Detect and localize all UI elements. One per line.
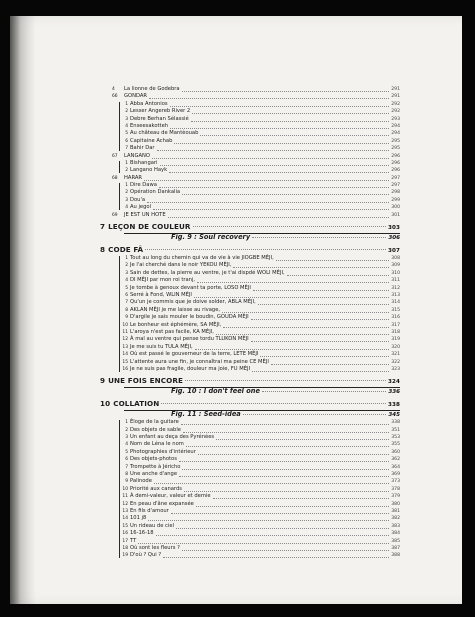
toc-page-number: 320 [391, 344, 400, 350]
toc-page-number: 338 [391, 420, 400, 426]
dot-leader [168, 212, 390, 218]
toc-page-number: 301 [391, 212, 400, 218]
subentry-group-bar [119, 102, 120, 151]
dot-leader [252, 366, 389, 372]
toc-subentry [100, 419, 400, 426]
dot-leader [170, 101, 390, 107]
toc-entry-number: 68 [112, 175, 118, 181]
toc-entry-number: 69 [112, 212, 118, 218]
toc-entry-title: GONDAR [124, 93, 148, 100]
toc-entry-title: L'attente aura une fin, je connaîtrai ma peine CE MÈJI [130, 358, 269, 365]
dot-leader [181, 419, 389, 425]
dot-leader [179, 456, 389, 462]
table-of-contents [100, 86, 400, 560]
toc-entry-title: Tout au long du chemin qui va de vie à vie JIOGBE MÈJI, [130, 255, 274, 262]
figure-rule [124, 387, 400, 388]
toc-page-number: 383 [391, 523, 400, 529]
toc-entry-number: 7 [125, 146, 128, 152]
dot-leader [253, 285, 389, 291]
toc-subentry [100, 508, 400, 515]
toc-entry-title: 16-16-18 [130, 530, 154, 537]
toc-entry-number: 2 [125, 263, 128, 269]
toc-subentry [100, 145, 400, 152]
toc-subentry [100, 351, 400, 358]
toc-page-number: 315 [391, 307, 400, 313]
dot-leader [145, 244, 386, 250]
toc-entry-number: 16 [122, 531, 128, 537]
dot-leader [183, 427, 389, 433]
dot-leader [200, 130, 389, 136]
toc-entry-number: 5 [125, 285, 128, 291]
toc-page-number: 336 [388, 389, 400, 396]
toc-page-number: 310 [391, 270, 400, 276]
toc-entry-number: 66 [112, 94, 118, 100]
toc-entry-title: JE EST UN HOTE [124, 211, 166, 218]
dot-leader [161, 398, 386, 404]
toc-entry-title: TT [130, 537, 137, 544]
toc-entry-number: 17 [122, 538, 128, 544]
dot-leader [186, 441, 389, 447]
toc-entry-number: 14 [122, 516, 128, 522]
dot-leader [194, 292, 389, 298]
toc-subentry [100, 515, 400, 522]
dot-leader [233, 262, 389, 268]
toc-page-number: 314 [391, 300, 400, 306]
toc-page-number: 311 [391, 278, 400, 284]
toc-entry-number: 4 [125, 442, 128, 448]
toc-entry-title: Bahir Dar [130, 145, 155, 152]
dot-leader [184, 486, 389, 492]
toc-entry-number: 13 [122, 508, 128, 514]
toc-entry-number: 9 [100, 376, 106, 386]
toc-page-number: 323 [391, 366, 400, 372]
toc-entry-number: 6 [125, 457, 128, 463]
toc-entry-title: En fils d'amour [130, 507, 169, 514]
toc-entry-title: Au château de Mantèouab [130, 130, 199, 137]
toc-figure-entry [100, 409, 400, 419]
toc-entry-number: 19 [122, 553, 128, 559]
toc-page-number: 308 [391, 256, 400, 262]
toc-entry-number: 67 [112, 153, 118, 159]
toc-entry-title: HARAR [124, 174, 142, 181]
toc-page-number: 319 [391, 337, 400, 343]
toc-entry-number: 18 [122, 545, 128, 551]
toc-page-number: 294 [391, 131, 400, 137]
dot-leader [182, 464, 389, 470]
toc-page-number: 384 [391, 531, 400, 537]
page-spine-shadow [10, 16, 36, 604]
dot-leader [169, 167, 389, 173]
toc-entry-title: Au jegol [130, 204, 152, 211]
toc-page-number: 317 [391, 322, 400, 328]
dot-leader [196, 501, 389, 507]
toc-page-number: 297 [391, 183, 400, 189]
toc-subentry [100, 189, 400, 196]
toc-entry-number: 1 [125, 101, 128, 107]
toc-page-number: 297 [391, 175, 400, 181]
toc-subentry [100, 299, 400, 306]
toc-page-number: 313 [391, 292, 400, 298]
toc-entry-title: Photographies d'intérieur [130, 448, 196, 455]
dot-leader [149, 93, 389, 99]
toc-entry-number: 2 [125, 168, 128, 174]
toc-subentry [100, 262, 400, 269]
toc-subentry [100, 538, 400, 545]
toc-page-number: 364 [391, 464, 400, 470]
toc-entry-number: 7 [100, 222, 106, 232]
toc-entry-title: COLLATION [113, 399, 160, 409]
toc-entry-title: D'argile je sais mouler le boudin, GOUDA MÈJI [130, 314, 249, 321]
toc-entry-number: 3 [125, 435, 128, 441]
toc-entry-title: Fig. 9 : Soul recovery [171, 233, 251, 242]
toc-entry-number: 12 [122, 337, 128, 343]
toc-page-number: 321 [391, 352, 400, 358]
dot-leader [216, 434, 389, 440]
toc-entry-number: 3 [125, 116, 128, 122]
toc-page-number: 300 [391, 205, 400, 211]
dot-leader [198, 449, 389, 455]
toc-entry-title: Bishangari [130, 159, 158, 166]
toc-subentry [100, 344, 400, 351]
toc-entry-title: À demi-valeur, valeur et demie [130, 493, 211, 500]
toc-page-number: 316 [391, 315, 400, 321]
toc-entry-title: 101 j8 [130, 515, 147, 522]
toc-page-number: 378 [391, 486, 400, 492]
toc-entry-title: Qu'un je commis que je doive solder, ABLA MÈJI, [130, 299, 256, 306]
toc-page-number: 292 [391, 101, 400, 107]
toc-chapter-entry [100, 86, 400, 93]
toc-entry-number: 12 [122, 501, 128, 507]
toc-entry-number: 3 [125, 270, 128, 276]
dot-leader [287, 270, 390, 276]
dot-leader [159, 182, 389, 188]
toc-entry-number: 8 [100, 245, 106, 255]
toc-page-number: 351 [391, 427, 400, 433]
toc-page-number: 373 [391, 479, 400, 485]
toc-entry-title: Je me suis tu TULA MÈJI, [130, 343, 193, 350]
toc-subentry [100, 464, 400, 471]
toc-entry-title: Fig. 11 : Seed-idea [171, 410, 241, 419]
toc-page-number: 382 [391, 516, 400, 522]
toc-entry-number: 2 [125, 427, 128, 433]
toc-entry-title: Je ne suis pas fragile, douleur ma joie, FU MÈJI [130, 365, 251, 372]
dot-leader [154, 478, 389, 484]
toc-page-number: 306 [388, 235, 400, 242]
toc-page-number: 293 [391, 116, 400, 122]
toc-page-number: 309 [391, 263, 400, 269]
dot-leader [251, 314, 390, 320]
toc-subentry [100, 160, 400, 167]
toc-entry-title: Une anche d'ange [130, 471, 178, 478]
toc-entry-number: 7 [125, 300, 128, 306]
toc-subentry [100, 277, 400, 284]
dot-leader [152, 153, 389, 159]
toc-entry-number: 8 [125, 307, 128, 313]
toc-entry-number: 1 [125, 256, 128, 262]
dot-leader [182, 86, 390, 92]
toc-subentry [100, 322, 400, 329]
toc-entry-title: Enseesakotteh [130, 122, 169, 129]
toc-entry-title: Où sont les fleurs ? [130, 544, 180, 551]
toc-entry-number: 5 [125, 449, 128, 455]
toc-entry-number: 15 [122, 359, 128, 365]
toc-entry-number: 10 [100, 399, 111, 409]
toc-chapter-entry [100, 212, 400, 219]
toc-page-number: 298 [391, 190, 400, 196]
toc-page-number: 295 [391, 138, 400, 144]
toc-entry-number: 1 [125, 420, 128, 426]
dot-leader [160, 160, 390, 166]
toc-entry-number: 2 [125, 190, 128, 196]
dot-leader [182, 189, 389, 195]
toc-subentry [100, 552, 400, 559]
toc-entry-title: Opération Dankalia [130, 189, 181, 196]
toc-entry-number: 10 [122, 486, 128, 492]
toc-page-number: 388 [391, 553, 400, 559]
toc-entry-title: Le bonheur est éphémère, SA MÈJI, [130, 321, 222, 328]
toc-entry-title: Je l'ai cherché dans le noir YEKOU MÈJI, [130, 262, 232, 269]
toc-entry-number: 4 [125, 205, 128, 211]
toc-subentry [100, 314, 400, 321]
toc-subentry [100, 523, 400, 530]
toc-entry-title: AKLAN MÈJI je me laisse au rivage, [130, 306, 221, 313]
toc-entry-title: LEÇON DE COULEUR [108, 222, 191, 232]
dot-leader [144, 175, 389, 181]
toc-entry-title: Un enfant au deça des Pyrénées [130, 434, 215, 441]
dot-leader [174, 138, 389, 144]
subentry-group-bar [119, 183, 120, 210]
toc-section-heading [100, 398, 400, 409]
toc-entry-title: Des objets de sable [130, 426, 181, 433]
dot-leader [138, 538, 389, 544]
toc-entry-title: La lionne de Godebra [124, 86, 180, 92]
toc-entry-number: 9 [125, 315, 128, 321]
toc-entry-title: En peau d'âne expansée [130, 500, 194, 507]
toc-entry-title: Où est passé le gouverneur de la terre, LETE MÈJI [130, 351, 259, 358]
toc-entry-title: Je tombe à genoux devant ta porte, LOSO MÈJI [130, 284, 251, 291]
toc-subentry [100, 359, 400, 366]
toc-page-number: 299 [391, 197, 400, 203]
dot-leader [276, 255, 389, 261]
toc-entry-title: Des objets-photos [130, 456, 177, 463]
toc-entry-number: 8 [125, 472, 128, 478]
toc-subentry [100, 493, 400, 500]
toc-subentry [100, 366, 400, 373]
toc-page-number: 345 [388, 412, 400, 419]
toc-subentry [100, 101, 400, 108]
toc-page-number: 385 [391, 538, 400, 544]
toc-page-number: 318 [391, 329, 400, 335]
dot-leader [195, 344, 390, 350]
toc-page-number: 338 [388, 402, 400, 409]
dot-leader [153, 204, 389, 210]
toc-page-number: 292 [391, 109, 400, 115]
toc-page-number: 296 [391, 153, 400, 159]
dot-leader [176, 523, 389, 529]
toc-subentry [100, 456, 400, 463]
toc-chapter-entry [100, 175, 400, 182]
toc-entry-number: 6 [125, 292, 128, 298]
toc-page-number: 296 [391, 168, 400, 174]
dot-leader [213, 493, 390, 499]
toc-subentry [100, 130, 400, 137]
toc-page-number: 295 [391, 146, 400, 152]
subentry-group-bar [119, 420, 120, 558]
toc-entry-title: Éloge de la guitare [130, 419, 179, 426]
toc-page-number: 387 [391, 545, 400, 551]
toc-entry-number: 15 [122, 523, 128, 529]
toc-page-number: 291 [391, 94, 400, 100]
toc-entry-number: 14 [122, 352, 128, 358]
toc-page-number: 369 [391, 472, 400, 478]
toc-entry-title: CODE FÂ [108, 245, 144, 255]
toc-subentry [100, 204, 400, 211]
toc-entry-title: Capitaine Achab [130, 137, 173, 144]
toc-entry-title: L'aroya n'est pas facile, KA MÈJI, [130, 328, 214, 335]
dot-leader [171, 508, 389, 514]
dot-leader [182, 545, 389, 551]
toc-subentry [100, 478, 400, 485]
dot-leader [185, 375, 386, 381]
toc-section-heading [100, 221, 400, 232]
toc-entry-title: À mal au ventre qui pense tordu TLUKON MÈJI [130, 336, 249, 343]
toc-page-number: 307 [388, 248, 400, 255]
dot-leader [157, 145, 390, 151]
dot-leader [216, 329, 389, 335]
toc-subentry [100, 197, 400, 204]
toc-page-number: 322 [391, 359, 400, 365]
toc-subentry [100, 167, 400, 174]
toc-subentry [100, 449, 400, 456]
toc-entry-title: Dou'a [130, 196, 146, 203]
toc-entry-title: Trompette à Jéricho [130, 463, 181, 470]
toc-entry-number: 10 [122, 322, 128, 328]
dot-leader [251, 336, 390, 342]
toc-page-number: 291 [391, 87, 400, 92]
toc-subentry [100, 108, 400, 115]
toc-entry-number: 13 [122, 344, 128, 350]
dot-leader [191, 116, 390, 122]
toc-entry-number: 5 [125, 131, 128, 137]
toc-entry-title: Palinode [130, 478, 152, 485]
toc-entry-title: Lesser Angereb River 2 [130, 108, 191, 115]
dot-leader [179, 471, 389, 477]
toc-subentry [100, 116, 400, 123]
toc-entry-number: 1 [125, 160, 128, 166]
toc-page-number: 360 [391, 449, 400, 455]
dot-leader [271, 359, 389, 365]
toc-subentry [100, 530, 400, 537]
toc-subentry [100, 427, 400, 434]
subentry-group-bar [119, 256, 120, 372]
toc-entry-number: 4 [125, 278, 128, 284]
figure-rule [124, 233, 400, 234]
toc-entry-title: Langano Hayk [130, 167, 168, 174]
toc-entry-number: 11 [122, 494, 128, 500]
toc-page-number: 324 [388, 379, 400, 386]
toc-subentry [100, 471, 400, 478]
toc-entry-title: LANGANO [124, 152, 150, 159]
toc-entry-title: Dire Dawa [130, 182, 157, 189]
toc-entry-title: Un rideau de ciel [130, 522, 174, 529]
toc-entry-title: Priorité aux canards [130, 485, 182, 492]
toc-page-number: 303 [388, 225, 400, 232]
toc-section-heading [100, 375, 400, 386]
dot-leader [223, 322, 389, 328]
figure-rule [124, 410, 400, 411]
dot-leader [260, 351, 389, 357]
toc-chapter-entry [100, 93, 400, 100]
toc-entry-number: 1 [125, 183, 128, 189]
toc-subentry [100, 501, 400, 508]
toc-entry-title: Nom de Léna le nom [130, 441, 184, 448]
toc-entry-number: 4 [112, 87, 115, 92]
toc-entry-title: Fig. 10 : I don't feel one [171, 387, 260, 396]
toc-entry-title: Debre Berhan Sélassié [130, 115, 189, 122]
toc-entry-title: UNE FOIS ENCORE [108, 376, 184, 386]
toc-subentry [100, 336, 400, 343]
dot-leader [193, 221, 386, 227]
toc-entry-number: 4 [125, 123, 128, 129]
toc-page-number: 353 [391, 435, 400, 441]
dot-leader [222, 307, 389, 313]
toc-page-number: 312 [391, 285, 400, 291]
toc-page-number: 381 [391, 508, 400, 514]
dot-leader [156, 530, 390, 536]
toc-entry-number: 16 [122, 366, 128, 372]
toc-entry-number: 9 [125, 479, 128, 485]
toc-chapter-entry [100, 153, 400, 160]
toc-entry-title: D'où ? Qui ? [130, 552, 162, 559]
toc-page-number: 380 [391, 501, 400, 507]
toc-subentry [100, 285, 400, 292]
toc-entry-number: 2 [125, 109, 128, 115]
toc-entry-number: 11 [122, 329, 128, 335]
toc-page-number: 362 [391, 457, 400, 463]
dot-leader [197, 277, 389, 283]
dot-leader [147, 197, 389, 203]
toc-page-number: 296 [391, 160, 400, 166]
toc-entry-number: 3 [125, 197, 128, 203]
dot-leader [192, 108, 389, 114]
toc-section-heading [100, 244, 400, 255]
dot-leader [163, 552, 389, 558]
subentry-group-bar [119, 161, 120, 173]
dot-leader [170, 123, 389, 129]
toc-entry-title: Serré à Fond, WLIN MÈJI [130, 291, 192, 298]
dot-leader [148, 515, 389, 521]
dot-leader [258, 299, 389, 305]
toc-entry-title: DI MÈJI par mon roi tranj, [130, 277, 196, 284]
toc-subentry [100, 138, 400, 145]
toc-entry-number: 7 [125, 464, 128, 470]
toc-page-number: 379 [391, 494, 400, 500]
toc-figure-entry [100, 232, 400, 242]
toc-entry-title: Sain de dettes, la pierre au ventre, je t'ai dispdé WOLI MÈJI, [130, 269, 285, 276]
toc-entry-number: 6 [125, 138, 128, 144]
toc-page-number: 355 [391, 442, 400, 448]
toc-page-number: 294 [391, 123, 400, 129]
toc-figure-entry [100, 386, 400, 396]
toc-subentry [100, 441, 400, 448]
toc-entry-title: Abba Antonios [130, 100, 168, 107]
